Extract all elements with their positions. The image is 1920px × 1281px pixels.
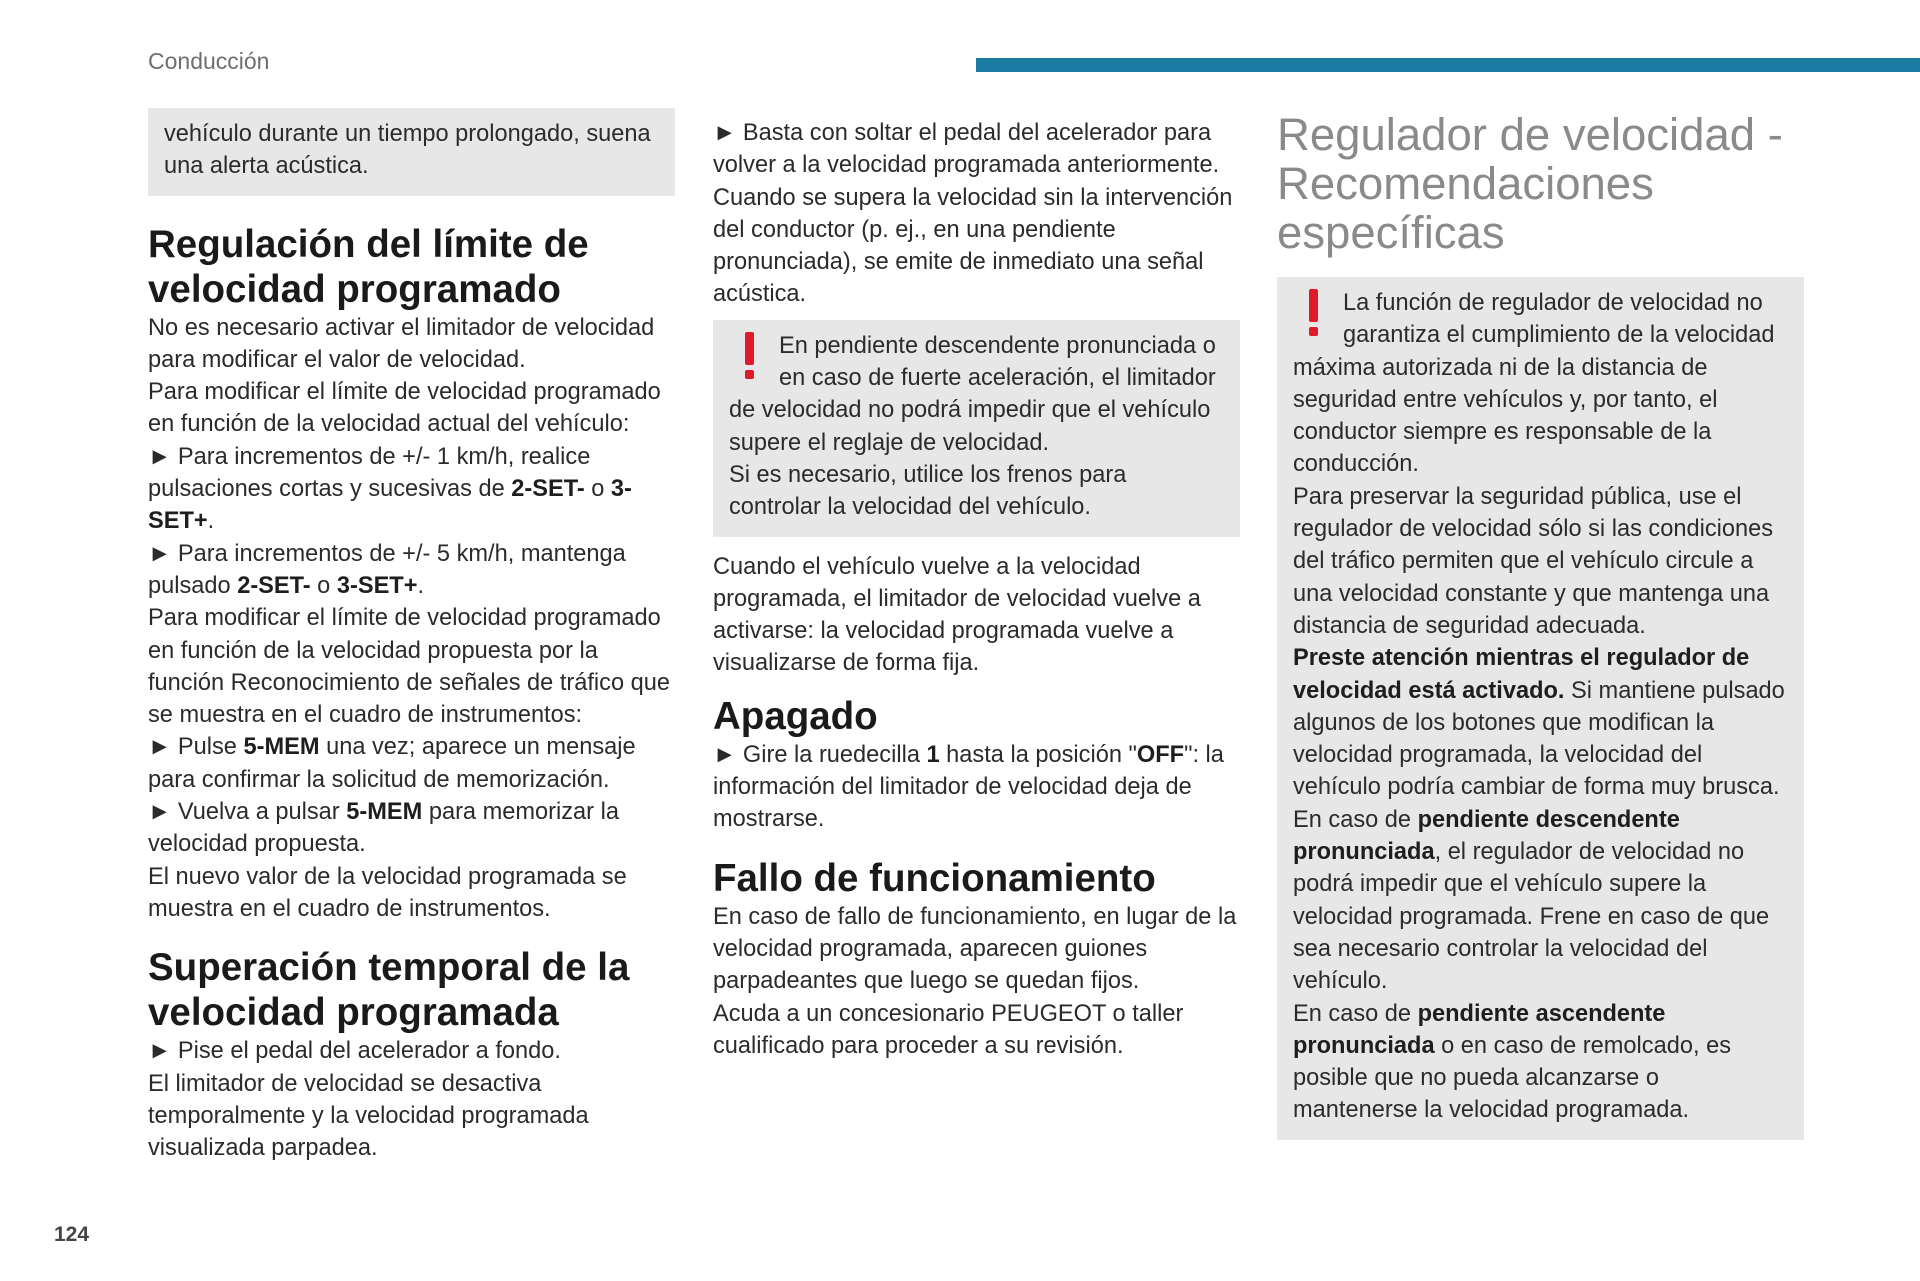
warning-text: En caso de pendiente descendente pronunciada, el regulador de velocidad no podrá impedir que el vehículo supere la velocidad programada. Frene en caso de que sea necesario controlar la velocidad del vehículo. (1293, 806, 1770, 995)
key-label: 5-MEM (346, 799, 423, 826)
bullet-item: ► Basta con soltar el pedal del acelerador para volver a la velocidad programada anteriormente. (713, 120, 1220, 179)
bullet-item: ► Pulse 5-MEM una vez; aparece un mensaje para confirmar la solicitud de memorización. (148, 734, 636, 793)
heading-regulador: Regulador de velocidad - Recomendaciones específicas (1277, 109, 1783, 258)
header-accent-bar (976, 58, 1920, 72)
note-text: vehículo durante un tiempo prolongado, suena una alerta acústica. (164, 121, 651, 180)
warning-exclamation-icon (733, 332, 767, 382)
key-label: OFF (1136, 741, 1185, 768)
warning-text: Para preservar la seguridad pública, use el regulador de velocidad sólo si las condiciones del tráfico permiten que el vehículo circule a una velocidad constante y que mantenga una distancia de seguridad adecuada. (1293, 483, 1774, 639)
section-header: Conducción (148, 48, 270, 74)
key-label: 1 (926, 741, 940, 768)
warning-text: Preste atención mientras el regulador de velocidad está activado. Si mantiene pulsado algunos de los botones que modifican la velocidad programada, la velocidad del vehículo podría cambiar de forma muy brusca. (1293, 645, 1785, 801)
key-label: 3-SET+ (148, 476, 632, 535)
warning-text: La función de regulador de velocidad no garantiza el cumplimiento de la velocidad máxima autorizada ni de la distancia de seguridad entre vehículos y, por tanto, el conductor siempre es responsable de la conducción. (1293, 290, 1775, 478)
warning-text: En pendiente descendente pronunciada o en caso de fuerte aceleración, el limitador de velocidad no podrá impedir que el vehículo supere el reglaje de velocidad. (729, 332, 1216, 456)
paragraph: No es necesario activar el limitador de velocidad para modificar el valor de velocidad. (148, 314, 655, 373)
page-number: 124 (54, 1223, 90, 1246)
key-label: 3-SET+ (336, 572, 418, 599)
bullet-item: ► Gire la ruedecilla 1 hasta la posición "OFF": la información del limitador de velocidad deja de mostrarse. (713, 741, 1224, 833)
key-label: 2-SET- (237, 572, 311, 599)
heading-regulacion: Regulación del límite de velocidad programado (148, 222, 589, 311)
paragraph: Para modificar el límite de velocidad programado en función de la velocidad propuesta por la función Reconocimiento de señales de tráfico que se muestra en el cuadro de instrumentos: (148, 605, 671, 729)
column-2 (713, 108, 1240, 1062)
continued-note-box (148, 108, 675, 196)
bullet-item: ► Pise el pedal del acelerador a fondo. (148, 1038, 561, 1065)
column-1 (148, 108, 675, 1164)
column-3 (1277, 108, 1804, 1140)
paragraph: El nuevo valor de la velocidad programada se muestra en el cuadro de instrumentos. (148, 863, 627, 922)
heading-apagado: Apagado (713, 694, 878, 738)
paragraph: Para modificar el límite de velocidad programado en función de la velocidad actual del vehículo: (148, 379, 661, 438)
paragraph: Cuando se supera la velocidad sin la intervención del conductor (p. ej., en una pendiente pronunciada), se emite de inmediato una señal acústica. (713, 184, 1233, 308)
key-label: 2-SET- (511, 476, 585, 503)
heading-fallo: Fallo de funcionamiento (713, 856, 1156, 900)
warning-box (713, 320, 1240, 537)
key-label: 5-MEM (243, 734, 320, 761)
heading-superacion: Superación temporal de la velocidad programada (148, 946, 630, 1035)
warning-text: En caso de pendiente ascendente pronunciada o en caso de remolcado, es posible que no pueda alcanzarse o mantenerse la velocidad programada. (1293, 1000, 1731, 1124)
warning-box (1277, 277, 1804, 1140)
warning-text: Si es necesario, utilice los frenos para controlar la velocidad del vehículo. (729, 461, 1127, 521)
paragraph: En caso de fallo de funcionamiento, en lugar de la velocidad programada, aparecen guiones parpadeantes que luego se quedan fijos. (713, 903, 1237, 995)
bullet-item: ► Vuelva a pulsar 5-MEM para memorizar la velocidad propuesta. (148, 799, 619, 858)
paragraph: Acuda a un concesionario PEUGEOT o taller cualificado para proceder a su revisión. (713, 1000, 1184, 1059)
paragraph: Cuando el vehículo vuelve a la velocidad programada, el limitador de velocidad vuelve a activarse: la velocidad programada vuelve a visualizarse de forma fija. (713, 553, 1201, 677)
bullet-item: ► Para incrementos de +/- 1 km/h, realice pulsaciones cortas y sucesivas de 2-SET- o 3-SET+. (148, 443, 632, 535)
warning-exclamation-icon (1297, 289, 1331, 339)
bullet-item: ► Para incrementos de +/- 5 km/h, mantenga pulsado 2-SET- o 3-SET+. (148, 540, 626, 599)
paragraph: El limitador de velocidad se desactiva temporalmente y la velocidad programada visualizada parpadea. (148, 1070, 589, 1162)
